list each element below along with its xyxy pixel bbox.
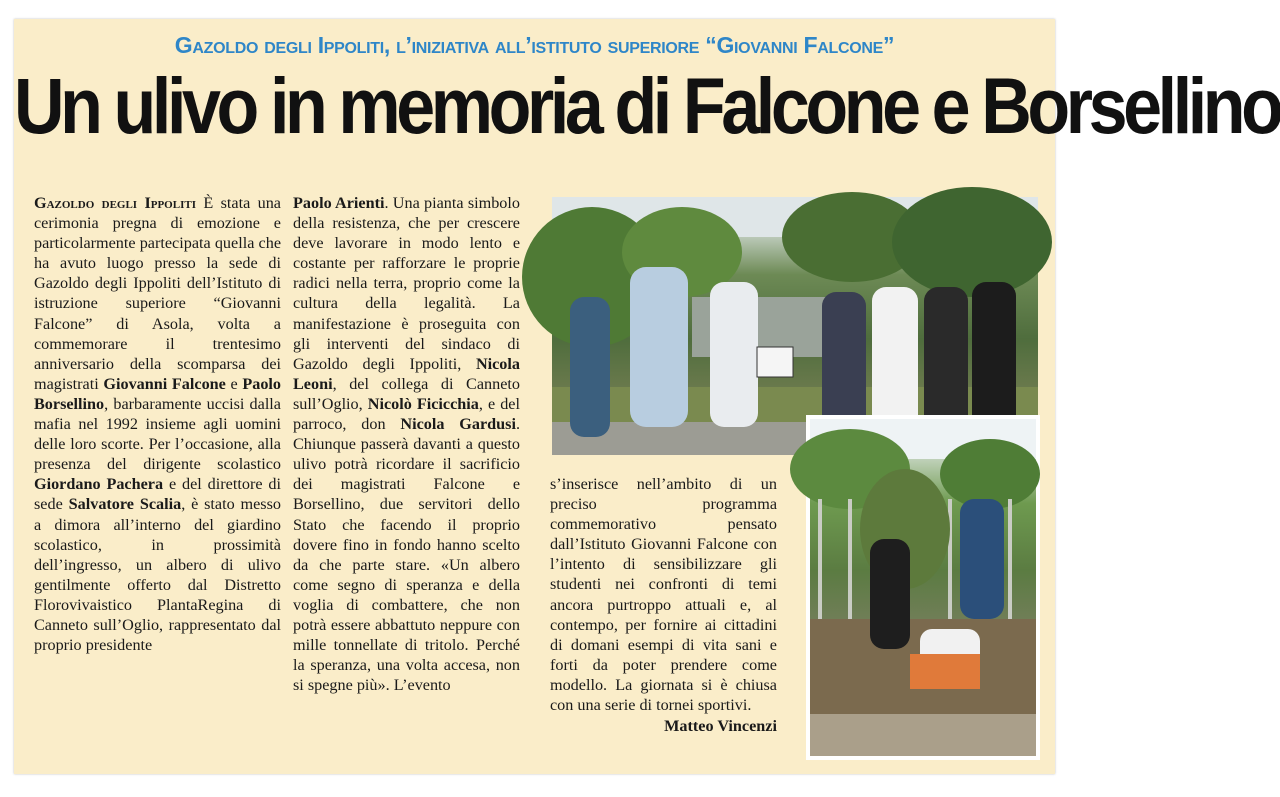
kicker-line: Gazoldo degli Ippoliti, l’iniziativa all’istituto superiore “Giovanni Falcone” [174, 32, 895, 58]
name: Salvatore Scalia [68, 495, 182, 514]
name: Paolo Arienti [293, 194, 385, 212]
text: . Chiunque passerà davanti a questo ulivo potrà ricordare il sacrificio dei magistrati Falcone e Borsellino, due servitori dello Stato che facendo il proprio dovere fino in fondo hanno scelto da che parte stare. «Un albero come segno di speranza e della voglia di combattere, che non potrà essere abbattuto neppure con mille tonnellate di tritolo. Perché la speranza, una volta accesa, non si spegne più». L’evento [293, 415, 521, 695]
text: . Una pianta simbolo della resistenza, che per crescere deve lavorare in modo lento e costante per rafforzare le proprie radici nella terra, proprio come la cultura della legalità. La manifestazione è proseguita con gli interventi del sindaco di Gazoldo degli Ippoliti, [293, 194, 520, 373]
article-column-3 [550, 474, 777, 736]
dateline: Gazoldo degli Ippoliti [34, 194, 196, 212]
name: Giovanni Falcone [103, 374, 226, 393]
text: , barbaramente uccisi dalla mafia nel 1992 insieme agli uomini delle loro scorte. Per l’occasione, alla presenza del dirigente scolastico [34, 394, 281, 474]
author-signature: Matteo Vincenzi [664, 717, 777, 736]
planting-photo-drawing [810, 419, 1036, 756]
headline: Un ulivo in memoria di Falcone e Borsellino [14, 62, 1280, 150]
text: , è stato messo a dimora all’interno del giardino scolastico, in prossimità dell’ingresso, un albero di ulivo gentilmente offerto dal Distretto Florovivaistico PlantaRegina di Canneto sull’Oglio, rappresentato dal proprio presidente [34, 495, 282, 655]
text: È stata una cerimonia pregna di emozione e particolarmente partecipata quella che ha avuto luogo presso la sede di Gazoldo degli Ippoliti dell’Istituto di istruzione superiore “Giovanni Falcone” di Asola, volta a commemorare il trentesimo anniversario della scomparsa dei magistrati [34, 194, 281, 393]
text: s’inserisce nell’ambito di un preciso programma commemorativo pensato dall’Istituto Giovanni Falcone con l’intento di sensibilizzare gli studenti nei confronti di temi ancora purtroppo attuali e, al contempo, per fornire ai cittadini di domani esempi di vita sani e forti da poter prendere come modello. La giornata si è chiusa con una serie di tornei sportivi. [550, 475, 777, 715]
article-column-1 [34, 193, 281, 655]
planting-photo [806, 415, 1040, 760]
name: Paolo Borsellino [34, 374, 282, 413]
newspaper-clipping [14, 19, 1280, 774]
text: , del collega di Canneto sull’Oglio, [293, 374, 520, 413]
article-column-2 [293, 193, 520, 695]
text: e [225, 374, 243, 393]
text: e del direttore di sede [34, 475, 281, 514]
name: Nicolò Ficicchia [367, 394, 479, 413]
name: Nicola Leoni [293, 354, 520, 393]
name: Nicola Gardusi [400, 415, 516, 434]
text: , e del parroco, don [293, 394, 520, 434]
name: Giordano Pachera [34, 475, 164, 494]
